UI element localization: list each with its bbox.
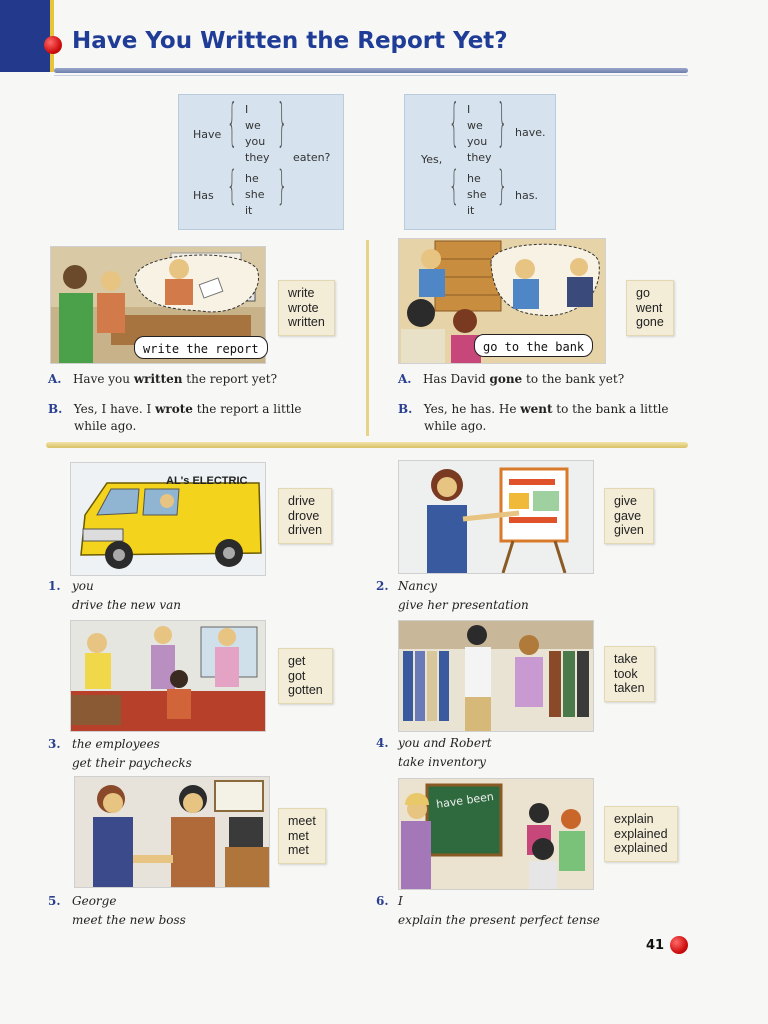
exercise-number: 3. — [48, 737, 61, 751]
verb-box-go — [626, 280, 674, 336]
exercise-number: 6. — [376, 894, 389, 908]
brace-right-icon: } — [277, 91, 288, 153]
exercise-subject: I — [398, 894, 403, 908]
bubble-label: go to the bank — [483, 340, 585, 354]
line-text: the report yet? — [182, 372, 278, 386]
van-sign: AL's ELECTRIC — [166, 475, 248, 487]
verb-box-drive — [278, 488, 332, 544]
grammar-subject: he — [245, 172, 259, 185]
grammar-subject: it — [467, 204, 475, 217]
exercise-phrase: get their paychecks — [72, 756, 192, 770]
section-divider — [46, 442, 688, 448]
exercise-phrase: take inventory — [398, 755, 486, 769]
verb-base: drive — [288, 494, 316, 508]
title-rule — [54, 68, 688, 73]
line-text: Have you — [72, 372, 134, 386]
grammar-subject: we — [245, 119, 261, 132]
brace-left-icon: { — [449, 161, 460, 209]
grammar-subject: they — [467, 151, 492, 164]
line-text: the report a little — [192, 402, 302, 416]
classroom-illustration — [398, 778, 594, 890]
grammar-subject: he — [467, 172, 481, 185]
page-number: 41 — [646, 938, 665, 953]
page-bullet-icon — [670, 936, 688, 954]
grammar-subject: you — [467, 135, 488, 148]
exercise-subject: the employees — [72, 737, 160, 751]
line-text: to the bank a little — [552, 402, 669, 416]
header-corner-block — [0, 0, 52, 72]
model-right-line-a — [398, 371, 624, 388]
line-text: Has David — [422, 372, 490, 386]
verb-base: give — [614, 494, 637, 508]
line-label: B. — [398, 402, 413, 416]
verb-past: gave — [614, 508, 642, 523]
grammar-subject: you — [245, 135, 266, 148]
line-label: B. — [48, 402, 63, 416]
verb-past: wrote — [288, 300, 319, 315]
presentation-illustration — [398, 460, 594, 574]
grammar-has-end: has. — [515, 189, 538, 202]
verb-past: got — [288, 668, 306, 683]
verb-participle: met — [288, 843, 309, 857]
line-bold: wrote — [155, 402, 193, 416]
grammar-subject: we — [467, 119, 483, 132]
verb-base: get — [288, 654, 306, 668]
paychecks-illustration — [70, 620, 266, 732]
verb-participle: gotten — [288, 683, 323, 697]
exercise-subject: you — [72, 579, 94, 593]
go-to-the-bank-bubble — [474, 334, 593, 357]
exercise-phrase: meet the new boss — [72, 913, 186, 927]
grammar-have: Have — [193, 128, 222, 141]
line-bold: went — [520, 402, 553, 416]
verb-past: met — [288, 828, 309, 843]
verb-participle: driven — [288, 523, 323, 537]
page-title: Have You Written the Report Yet? — [72, 28, 508, 54]
grammar-have-end: have. — [515, 126, 546, 139]
model-right-line-b2: while ago. — [424, 419, 487, 433]
verb-past: went — [636, 300, 663, 315]
brace-left-icon: { — [449, 91, 460, 153]
exercise-number: 4. — [376, 736, 389, 750]
chalkboard-text: have been — [435, 790, 495, 811]
verb-base: write — [288, 286, 315, 300]
verb-box-meet — [278, 808, 326, 864]
verb-box-get — [278, 648, 333, 704]
exercise-number: 5. — [48, 894, 61, 908]
brace-right-icon: } — [497, 161, 508, 209]
model-right-line-b — [398, 401, 669, 418]
grammar-box-question — [178, 91, 344, 230]
exercise-subject: you and Robert — [398, 736, 492, 750]
grammar-subject: I — [467, 103, 471, 116]
verb-base: meet — [288, 814, 316, 828]
brace-left-icon: { — [227, 91, 238, 153]
grammar-subject: she — [245, 188, 265, 201]
grammar-subject: they — [245, 151, 270, 164]
grammar-box-answer — [404, 91, 556, 230]
line-text: Yes, I have. I — [73, 402, 156, 416]
verb-participle: given — [614, 523, 644, 537]
exercise-subject: Nancy — [398, 579, 437, 593]
grammar-subject: she — [467, 188, 487, 201]
verb-box-write — [278, 280, 335, 336]
grammar-yes: Yes, — [421, 153, 443, 166]
grammar-participle: eaten? — [293, 151, 331, 164]
line-text: Yes, he has. He — [423, 402, 521, 416]
verb-participle: written — [288, 315, 325, 329]
exercise-number: 1. — [48, 579, 61, 593]
exercise-subject: George — [72, 894, 117, 908]
verb-box-give — [604, 488, 654, 544]
verb-base: take — [614, 652, 638, 666]
write-the-report-bubble — [134, 336, 268, 359]
grammar-has: Has — [193, 189, 214, 202]
exercise-phrase: drive the new van — [72, 598, 181, 612]
exercise-phrase: explain the present perfect tense — [398, 913, 600, 927]
column-divider — [366, 240, 369, 436]
line-text: to the bank yet? — [522, 372, 625, 386]
grammar-subject: I — [245, 103, 249, 116]
line-label: A. — [48, 372, 62, 386]
line-label: A. — [398, 372, 412, 386]
verb-box-explain — [604, 806, 678, 862]
model-left-line-b — [48, 401, 302, 418]
verb-participle: taken — [614, 681, 645, 695]
title-bullet-icon — [44, 36, 62, 54]
exercise-phrase: give her presentation — [398, 598, 529, 612]
verb-past: drove — [288, 508, 320, 523]
brace-left-icon: { — [227, 161, 238, 209]
verb-participle: explained — [614, 841, 668, 855]
exercise-number: 2. — [376, 579, 389, 593]
verb-base: explain — [614, 812, 654, 826]
verb-past: took — [614, 666, 638, 681]
brace-right-icon: } — [277, 161, 288, 209]
brace-right-icon: } — [497, 91, 508, 153]
verb-participle: gone — [636, 315, 664, 329]
bubble-label: write the report — [143, 342, 259, 356]
meet-boss-illustration — [74, 776, 270, 888]
verb-base: go — [636, 286, 650, 300]
line-bold: written — [133, 372, 183, 386]
line-bold: gone — [489, 372, 523, 386]
inventory-illustration — [398, 620, 594, 732]
title-rule-shadow — [54, 75, 688, 76]
grammar-subject: it — [245, 204, 253, 217]
verb-box-take — [604, 646, 655, 702]
verb-past: explained — [614, 826, 668, 841]
model-left-line-b2: while ago. — [74, 419, 137, 433]
model-left-line-a — [48, 371, 277, 388]
